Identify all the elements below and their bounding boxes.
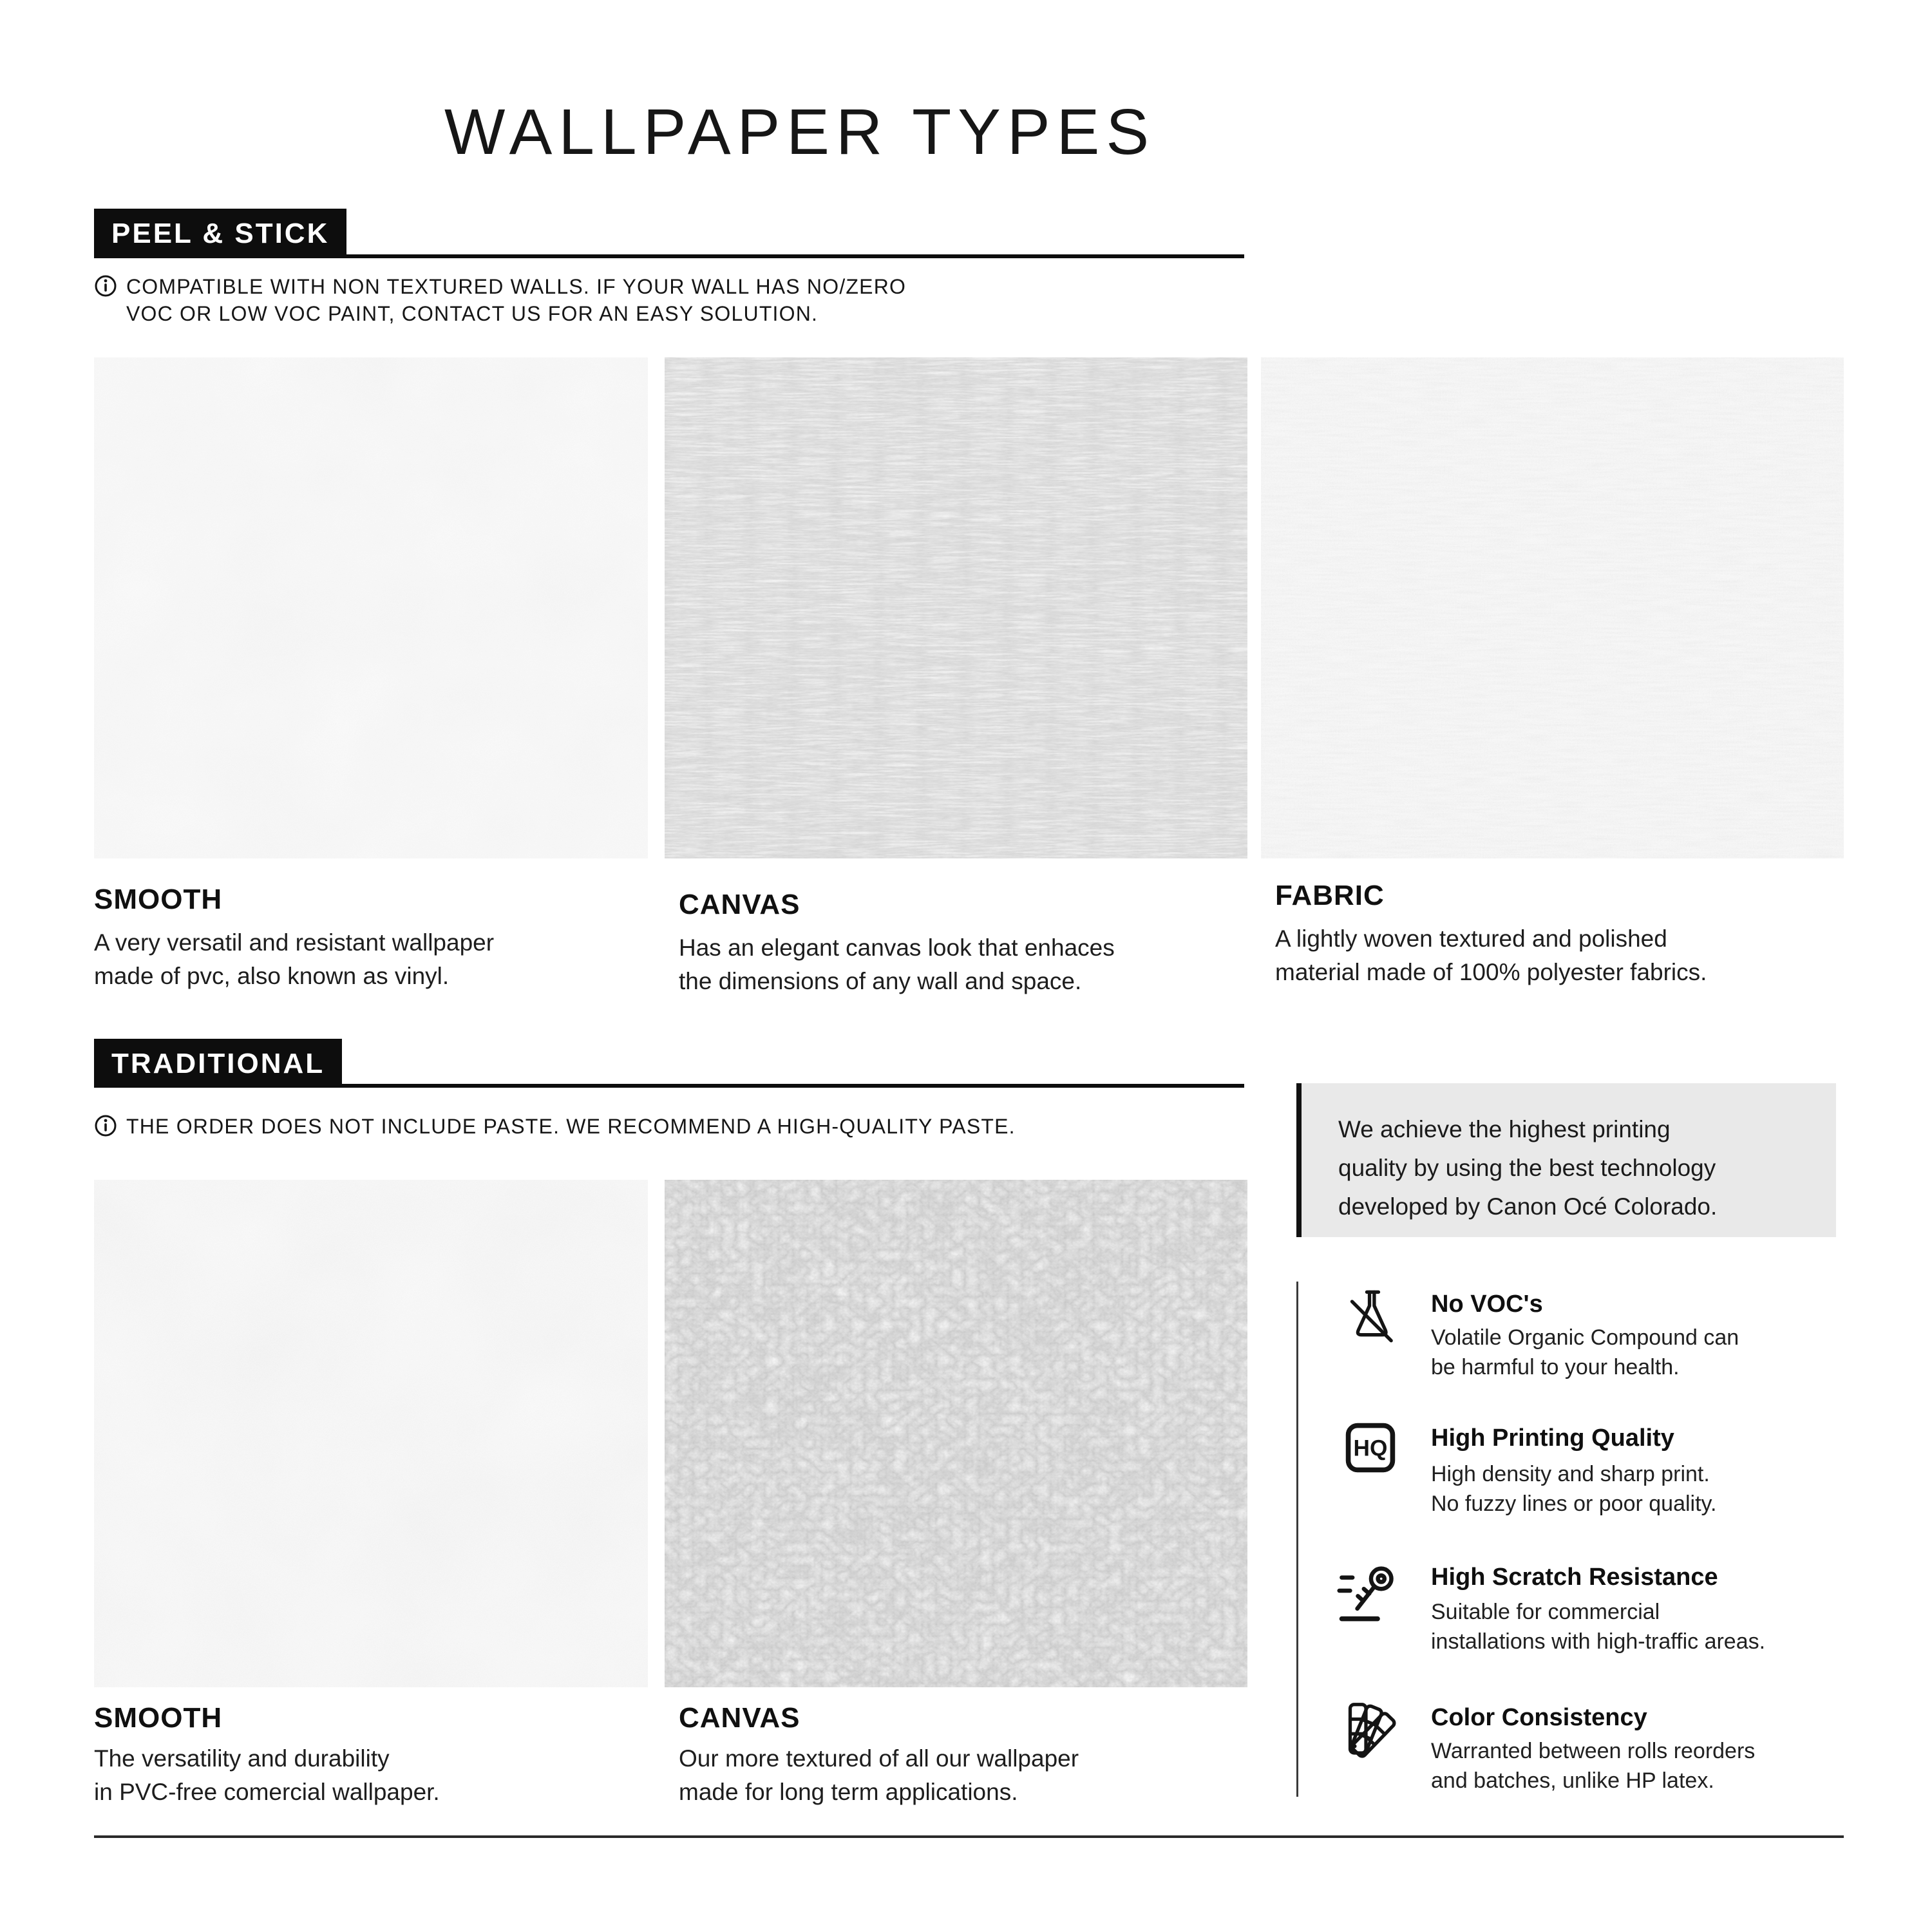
swatch-desc-peel-smooth [94, 926, 494, 993]
flask-crossed-icon [1345, 1288, 1397, 1345]
swatch-name-trad-canvas: CANVAS [679, 1702, 800, 1734]
info-icon [94, 274, 117, 298]
key-scratch-icon [1337, 1557, 1404, 1624]
desc-line: the dimensions of any wall and space. [679, 968, 1082, 994]
desc-line: made of pvc, also known as vinyl. [94, 963, 450, 989]
desc-line: installations with high-traffic areas. [1431, 1629, 1766, 1654]
desc-line: material made of 100% polyester fabrics. [1275, 959, 1707, 985]
swatch-name-trad-smooth: SMOOTH [94, 1702, 223, 1734]
features-divider-line [1296, 1282, 1298, 1797]
quality-note-line: We achieve the highest printing [1338, 1116, 1671, 1142]
color-swatches-icon [1343, 1699, 1406, 1762]
desc-line: The versatility and durability [94, 1745, 390, 1772]
feature-desc-high-printing-quality [1431, 1459, 1716, 1519]
quality-note-line: developed by Canon Océ Colorado. [1338, 1193, 1718, 1220]
desc-line: Volatile Organic Compound can [1431, 1325, 1739, 1350]
peel-stick-note [94, 273, 906, 327]
desc-line: No fuzzy lines or poor quality. [1431, 1492, 1717, 1516]
quality-panel-accent-bar [1296, 1083, 1302, 1237]
desc-line: made for long term applications. [679, 1779, 1018, 1805]
hq-badge-label: HQ [1353, 1435, 1388, 1461]
swatch-name-peel-fabric: FABRIC [1275, 880, 1385, 911]
page-title: WALLPAPER TYPES [444, 96, 1156, 168]
peel-stick-section-label: PEEL & STICK [94, 209, 346, 258]
desc-line: Suitable for commercial [1431, 1600, 1660, 1624]
feature-title-color-consistency: Color Consistency [1431, 1704, 1647, 1731]
traditional-note-line1: THE ORDER DOES NOT INCLUDE PASTE. WE RECOMMEND A HIGH-QUALITY PASTE. [126, 1115, 1016, 1138]
traditional-section-label: TRADITIONAL [94, 1039, 342, 1088]
peel-stick-note-line2: VOC OR LOW VOC PAINT, CONTACT US FOR AN EASY SOLUTION. [126, 302, 819, 325]
desc-line: A very versatil and resistant wallpaper [94, 929, 495, 956]
quality-note-line: quality by using the best technology [1338, 1155, 1716, 1181]
swatch-image-peel-fabric [1261, 357, 1844, 858]
quality-panel [1302, 1083, 1836, 1237]
bottom-rule [94, 1835, 1844, 1838]
desc-line: A lightly woven textured and polished [1275, 925, 1667, 952]
feature-desc-color-consistency [1431, 1736, 1755, 1795]
quality-panel-text [1338, 1110, 1717, 1226]
hq-badge-icon [1343, 1421, 1397, 1475]
feature-desc-high-scratch-resistance [1431, 1597, 1765, 1656]
feature-title-no-vocs: No VOC's [1431, 1291, 1543, 1318]
swatch-desc-trad-canvas [679, 1742, 1079, 1809]
peel-stick-note-line1: COMPATIBLE WITH NON TEXTURED WALLS. IF YOUR WALL HAS NO/ZERO [126, 275, 907, 298]
traditional-note [94, 1113, 1016, 1140]
desc-line: Our more textured of all our wallpaper [679, 1745, 1079, 1772]
desc-line: High density and sharp print. [1431, 1462, 1710, 1486]
swatch-image-trad-canvas [665, 1180, 1247, 1687]
swatch-desc-peel-fabric [1275, 922, 1707, 989]
info-icon [94, 1114, 117, 1137]
swatch-desc-trad-smooth [94, 1742, 440, 1809]
swatch-image-peel-smooth [94, 357, 648, 858]
swatch-name-peel-canvas: CANVAS [679, 889, 800, 920]
desc-line: Has an elegant canvas look that enhaces [679, 934, 1115, 961]
swatch-desc-peel-canvas [679, 931, 1115, 998]
feature-desc-no-vocs [1431, 1323, 1739, 1382]
swatch-image-trad-smooth [94, 1180, 648, 1687]
feature-title-high-scratch-resistance: High Scratch Resistance [1431, 1564, 1718, 1591]
desc-line: in PVC-free comercial wallpaper. [94, 1779, 440, 1805]
feature-title-high-printing-quality: High Printing Quality [1431, 1425, 1674, 1452]
desc-line: be harmful to your health. [1431, 1355, 1680, 1379]
desc-line: Warranted between rolls reorders [1431, 1739, 1756, 1763]
swatch-image-peel-canvas [665, 357, 1247, 858]
desc-line: and batches, unlike HP latex. [1431, 1768, 1714, 1793]
swatch-name-peel-smooth: SMOOTH [94, 884, 223, 915]
